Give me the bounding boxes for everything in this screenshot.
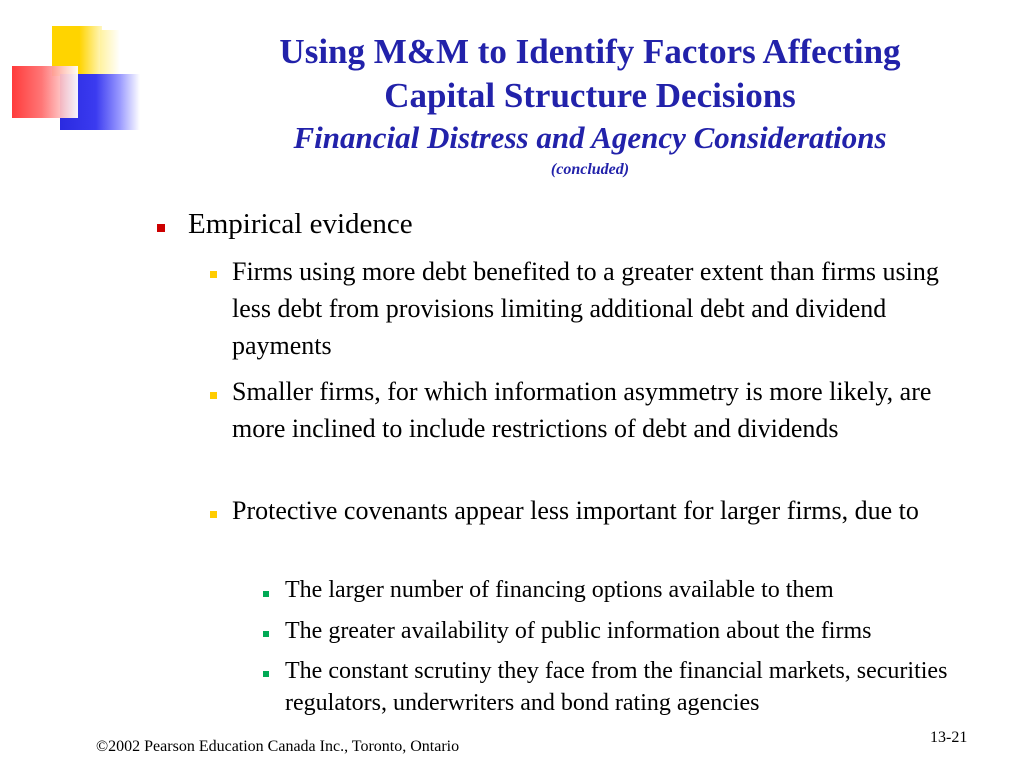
bullet-marker-l1 — [157, 224, 165, 232]
bullet-more-debt-firms: Firms using more debt benefited to a greater extent than firms using less debt from provisions limiting additional debt and dividend payments — [232, 257, 939, 360]
copyright-footer: ©2002 Pearson Education Canada Inc., Toronto, Ontario — [96, 738, 460, 755]
bullet-empirical-evidence: Empirical evidence — [188, 208, 413, 240]
bullet-marker-l2 — [210, 511, 217, 518]
bullet-financing-options: The larger number of financing options available to them — [285, 577, 834, 603]
bullet-smaller-firms: Smaller firms, for which information asymmetry is more likely, are more inclined to include restrictions of debt and dividends — [232, 377, 932, 443]
bullet-constant-scrutiny: The constant scrutiny they face from the financial markets, securities regulators, underwriters and bond rating agencies — [285, 658, 948, 716]
subtitle-note: (concluded) — [550, 161, 630, 178]
bullet-marker-l3 — [263, 591, 269, 597]
slide-number: 13-21 — [930, 729, 968, 746]
bullet-marker-l3 — [263, 631, 269, 637]
title-line-1: Using M&M to Identify Factors Affecting — [279, 32, 901, 71]
bullet-public-information: The greater availability of public information about the firms — [285, 618, 872, 644]
bullet-marker-l2 — [210, 271, 217, 278]
yellow-fade-graphic — [100, 30, 120, 74]
red-square-graphic — [12, 66, 78, 118]
subtitle: Financial Distress and Agency Considerations — [293, 120, 887, 155]
bullet-marker-l2 — [210, 392, 217, 399]
title-line-2: Capital Structure Decisions — [384, 76, 796, 115]
bullet-protective-covenants: Protective covenants appear less important for larger firms, due to — [232, 496, 919, 525]
bullet-marker-l3 — [263, 671, 269, 677]
slide-title — [160, 30, 1020, 180]
